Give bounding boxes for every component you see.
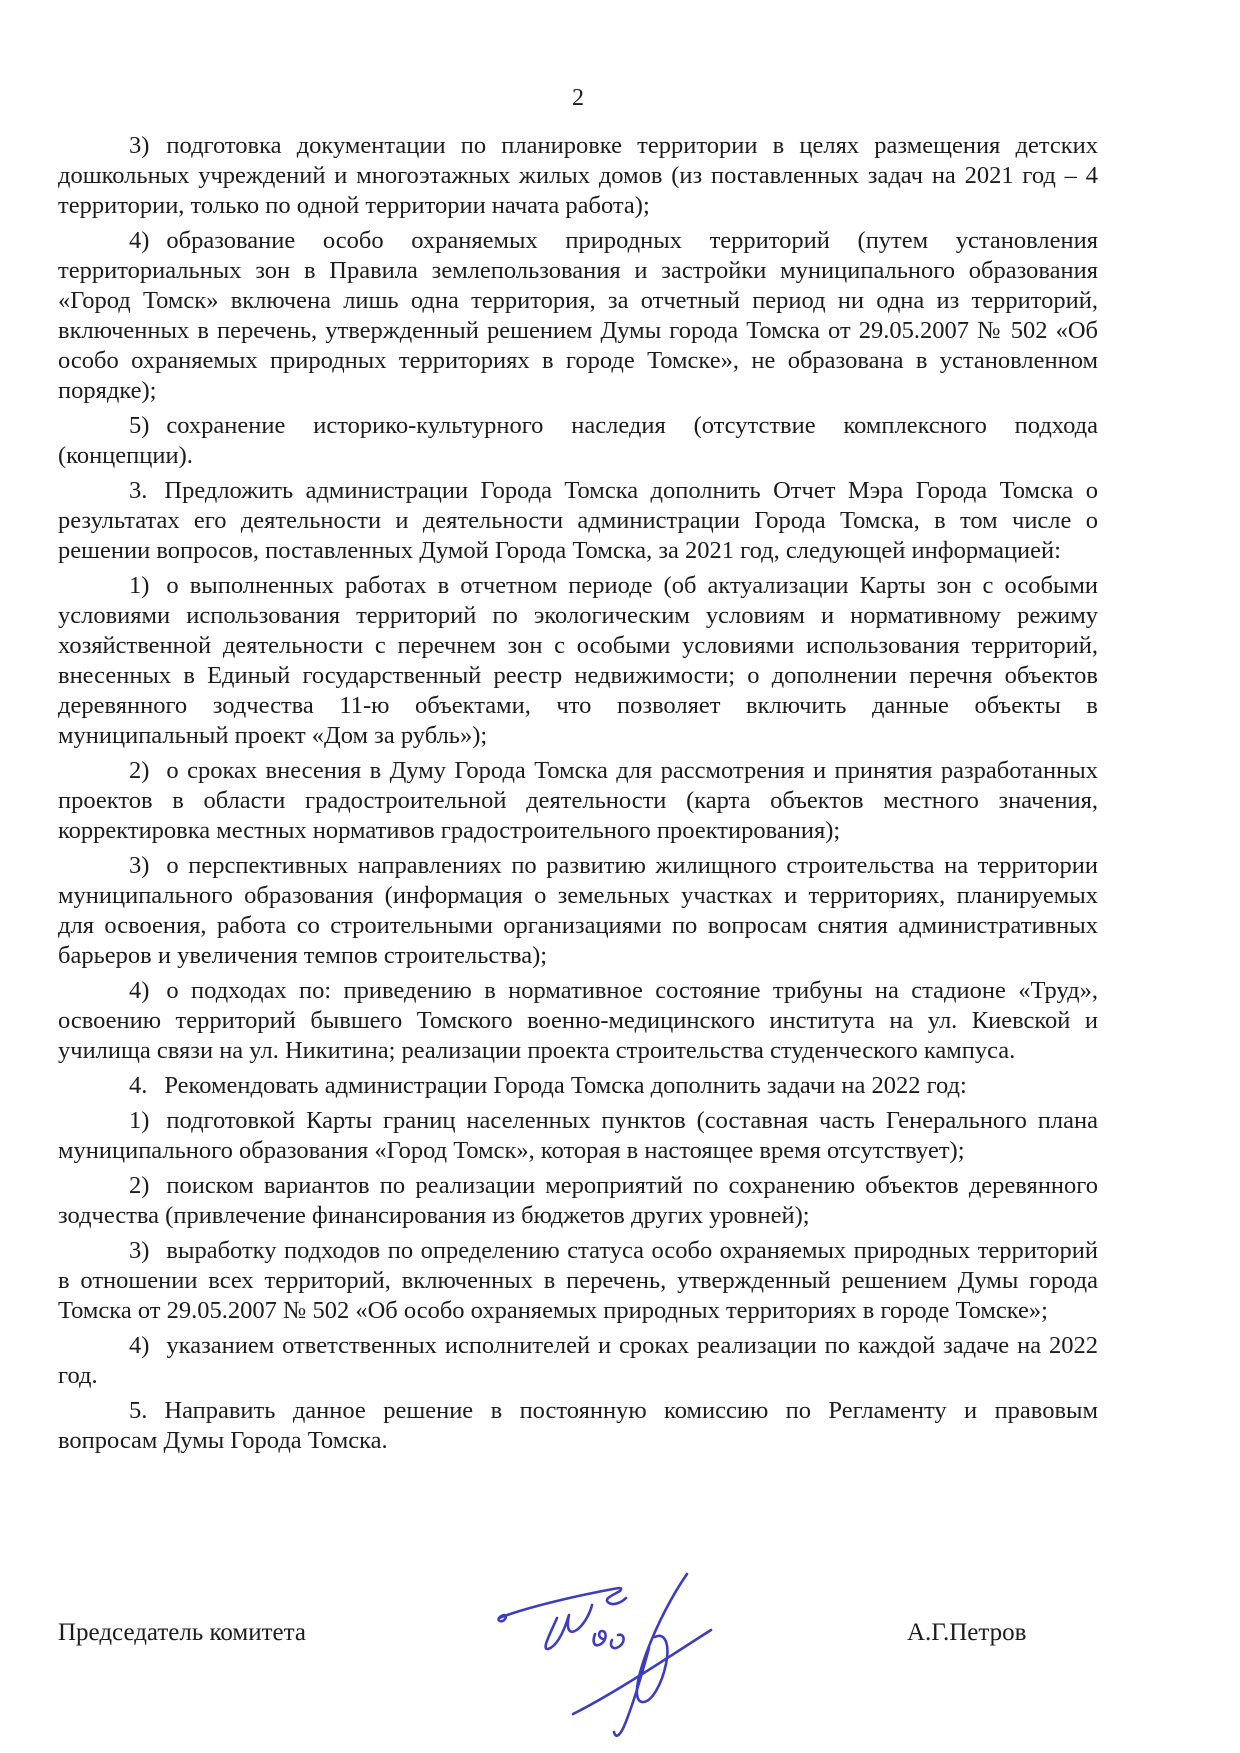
item-text: о подходах по: приведению в нормативное состояние трибуны на стадионе «Труд», освоению территорий бывшего Томского военно-медицинского института на ул. Киевской и училища связи на ул. Никитина; реализации проекта строительства студенческого кампуса. [58,977,1098,1064]
item-text: сохранение историко-культурного наследия (отсутствие комплексного подхода (концепции). [58,412,1098,469]
paragraph [58,1396,1098,1456]
item-text: о выполненных работах в отчетном периоде (об актуализации Карты зон с особыми условиями использования территорий по экологическим условиям и нормативному режиму хозяйственной деятельности с перечнем зон с особыми условиями использования территорий, внесенных в Единый государственный реестр недвижимости; о дополнении перечня объектов деревянного зодчества 11-ю объектами, что позволяет включить данные объекты в муниципальный проект «Дом за рубль»); [58,572,1098,749]
item-marker: 5) [129,412,150,439]
item-marker: 3) [129,132,150,159]
paragraph [58,411,1098,471]
item-text: Предложить администрации Города Томска дополнить Отчет Мэра Города Томска о результатах его деятельности и деятельности администрации Города Томска, в том числе о решении вопросов, поставленных Думой Города Томска, за 2021 год, следующей информацией: [58,477,1098,564]
paragraph [58,1106,1098,1166]
paragraph [58,1236,1098,1326]
paragraph [58,1071,1098,1101]
item-marker: 2) [129,1172,150,1199]
item-marker: 3) [129,1237,150,1264]
paragraph [58,976,1098,1066]
paragraph [58,1171,1098,1231]
paragraph [58,131,1098,221]
item-text: о перспективных направлениях по развитию жилищного строительства на территории муниципального образования (информация о земельных участках и территориях, планируемых для освоения, работа со строительными организациями по вопросам снятия административных барьеров и увеличения темпов строительства); [58,852,1098,969]
page-number: 2 [572,85,584,111]
item-marker: 1) [129,1107,150,1134]
handwritten-signature-icon [475,1552,735,1747]
paragraph [58,476,1098,566]
item-marker: 4) [129,977,150,1004]
item-text: выработку подходов по определению статуса особо охраняемых природных территорий в отношении всех территорий, включенных в перечень, утвержденный решением Думы города Томска от 29.05.2007 № 502 «Об особо охраняемых природных территориях в городе Томске»; [58,1237,1098,1324]
item-marker: 2) [129,757,150,784]
item-text: Рекомендовать администрации Города Томска дополнить задачи на 2022 год: [164,1072,967,1099]
paragraph [58,226,1098,406]
document-body [58,131,1098,1461]
paragraph [58,1331,1098,1391]
item-text: о сроках внесения в Думу Города Томска для рассмотрения и принятия разработанных проектов в области градостроительной деятельности (карта объектов местного значения, корректировка местных нормативов градостроительного проектирования); [58,757,1098,844]
paragraph [58,571,1098,751]
paragraph [58,851,1098,971]
item-text: поиском вариантов по реализации мероприятий по сохранению объектов деревянного зодчества (привлечение финансирования из бюджетов других уровней); [58,1172,1098,1229]
item-text: образование особо охраняемых природных территорий (путем установления территориальных зон в Правила землепользования и застройки муниципального образования «Город Томск» включена лишь одна территория, за отчетный период ни одна из территорий, включенных в перечень, утвержденный решением Думы города Томска от 29.05.2007 № 502 «Об особо охраняемых природных территориях в городе Томске», не образована в установленном порядке); [58,227,1098,404]
item-text: подготовка документации по планировке территории в целях размещения детских дошкольных учреждений и многоэтажных жилых домов (из поставленных задач на 2021 год – 4 территории, только по одной территории начата работа); [58,132,1098,219]
item-marker: 1) [129,572,150,599]
item-marker: 4. [129,1072,148,1099]
signer-position-title: Председатель комитета [58,1619,306,1646]
item-text: Направить данное решение в постоянную комиссию по Регламенту и правовым вопросам Думы Города Томска. [58,1397,1098,1454]
paragraph [58,756,1098,846]
signer-name: А.Г.Петров [907,1619,1027,1646]
item-marker: 4) [129,227,150,254]
item-marker: 4) [129,1332,150,1359]
item-marker: 3. [129,477,148,504]
item-marker: 3) [129,852,150,879]
item-text: подготовкой Карты границ населенных пунктов (составная часть Генерального плана муниципального образования «Город Томск», которая в настоящее время отсутствует); [58,1107,1098,1164]
item-marker: 5. [129,1397,148,1424]
item-text: указанием ответственных исполнителей и сроках реализации по каждой задаче на 2022 год. [58,1332,1098,1389]
